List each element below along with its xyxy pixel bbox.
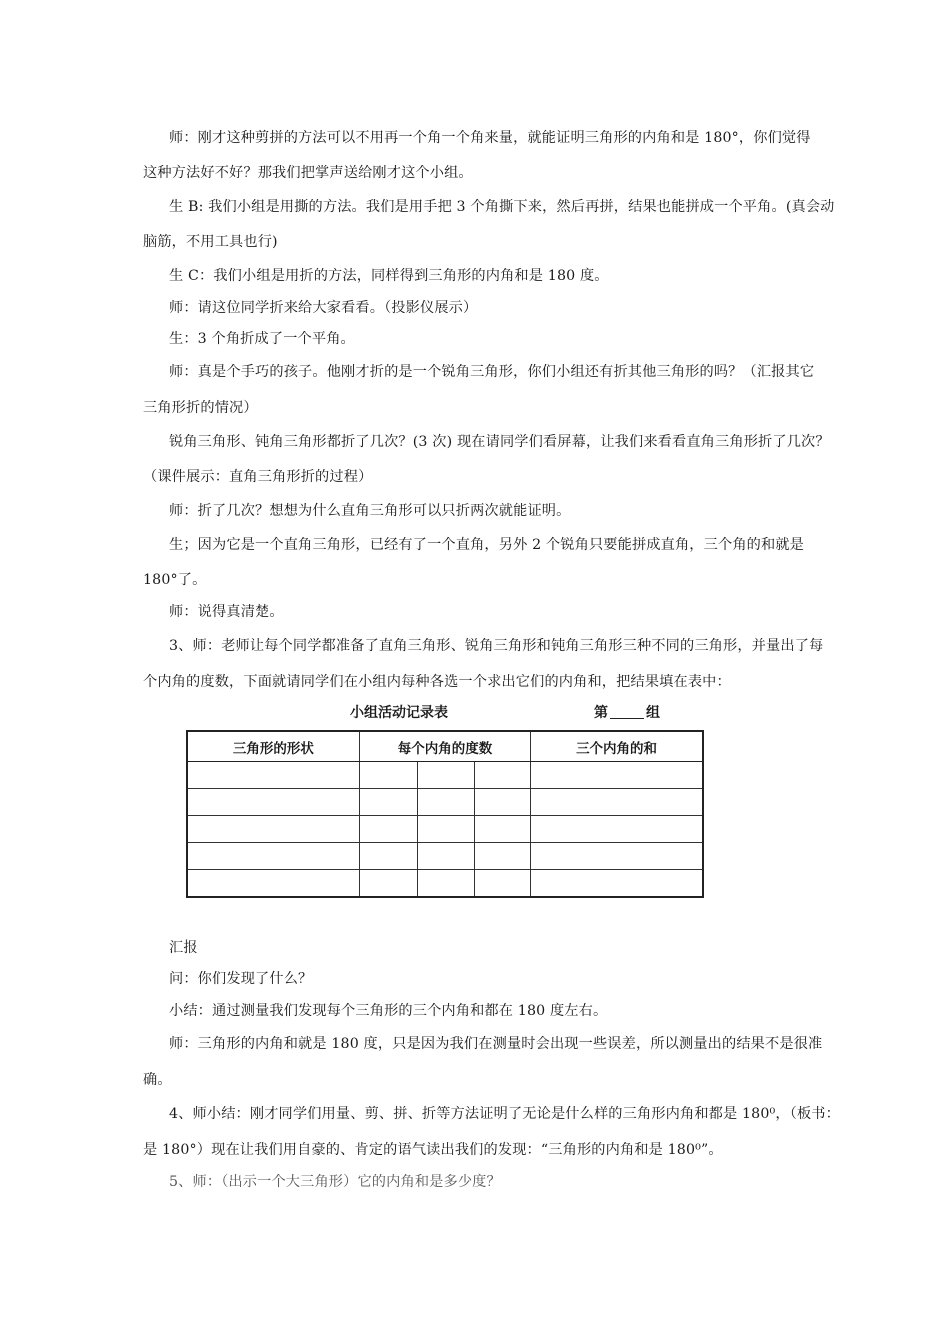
table-header-row (187, 731, 703, 762)
table-cell (187, 816, 359, 843)
paragraph-line: 生 C：我们小组是用折的方法，同样得到三角形的内角和是 180 度。 (169, 268, 609, 284)
paragraph-line: 师：折了几次？想想为什么直角三角形可以只折两次就能证明。 (169, 503, 571, 519)
table-row (187, 762, 703, 789)
table-cell (531, 789, 703, 816)
paragraph-line: 180°了。 (143, 572, 207, 588)
paragraph-line: 生；因为它是一个直角三角形，已经有了一个直角，另外 2 个锐角只要能拼成直角，三个角的和就是 (169, 537, 805, 553)
table-cell (359, 843, 417, 870)
table-cell (531, 762, 703, 789)
header-angle-degrees: 每个内角的度数 (359, 731, 530, 762)
paragraph-line: 师：刚才这种剪拼的方法可以不用再一个角一个角来量，就能证明三角形的内角和是 180°，你们觉得 (169, 130, 811, 146)
group-blank (610, 704, 644, 719)
paragraph-line: 师：说得真清楚。 (169, 604, 284, 620)
table-cell (359, 816, 417, 843)
table-row (187, 870, 703, 898)
table-cell (417, 816, 475, 843)
paragraph-line: 个内角的度数，下面就请同学们在小组内每种各选一个求出它们的内角和，把结果填在表中： (143, 674, 731, 690)
table-cell (187, 843, 359, 870)
paragraph-line: 5、师：（出示一个大三角形）它的内角和是多少度？ (169, 1174, 501, 1190)
group-suffix: 组 (646, 705, 660, 721)
table-cell (475, 843, 531, 870)
paragraph-line: 脑筋，不用工具也行) (143, 234, 278, 250)
table-cell (475, 789, 531, 816)
table-row (187, 789, 703, 816)
paragraph-line: 确。 (143, 1072, 172, 1088)
paragraph-line: 4、师小结：刚才同学们用量、剪、拼、折等方法证明了无论是什么样的三角形内角和都是 180⁰，（板书： (169, 1106, 840, 1122)
table-cell (531, 843, 703, 870)
paragraph-line: 生 B: 我们小组是用撕的方法。我们是用手把 3 个角撕下来，然后再拼，结果也能拼成一个平角。(真会动 (169, 199, 835, 215)
paragraph-line: 锐角三角形、钝角三角形都折了几次？(3 次) 现在请同学们看屏幕，让我们来看看直角三角形折了几次？ (169, 434, 830, 450)
table-cell (359, 870, 417, 898)
table-cell (475, 762, 531, 789)
group-record-table-figure (186, 700, 706, 912)
table-cell (417, 789, 475, 816)
table-cell (359, 762, 417, 789)
table-cell (417, 870, 475, 898)
table-cell (475, 816, 531, 843)
paragraph-line: 生：3 个角折成了一个平角。 (169, 331, 355, 347)
paragraph-line: 这种方法好不好？那我们把掌声送给刚才这个小组。 (143, 165, 473, 181)
record-table (186, 730, 704, 898)
paragraph-line: 是 180°）现在让我们用自豪的、肯定的语气读出我们的发现：“三角形的内角和是 180⁰”。 (143, 1142, 723, 1158)
paragraph-line: 三角形折的情况） (143, 400, 258, 416)
table-row (187, 816, 703, 843)
paragraph-line: （课件展示：直角三角形折的过程） (143, 469, 373, 485)
header-angle-sum: 三个内角的和 (531, 731, 703, 762)
table-cell (359, 789, 417, 816)
paragraph-line: 师：三角形的内角和就是 180 度，只是因为我们在测量时会出现一些误差，所以测量出的结果不是很准 (169, 1036, 823, 1052)
header-shape: 三角形的形状 (187, 731, 359, 762)
table-cell (531, 870, 703, 898)
table-cell (531, 816, 703, 843)
group-number-label (594, 702, 660, 722)
paragraph-line: 汇报 (169, 940, 198, 956)
table-title: 小组活动记录表 (350, 705, 448, 721)
paragraph-line: 小结：通过测量我们发现每个三角形的三个内角和都在 180 度左右。 (169, 1003, 608, 1019)
paragraph-line: 师：请这位同学折来给大家看看。（投影仪展示） (169, 300, 478, 316)
paragraph-line: 师：真是个手巧的孩子。他刚才折的是一个锐角三角形，你们小组还有折其他三角形的吗？（汇报其它 (169, 364, 815, 380)
paragraph-line: 3、师：老师让每个同学都准备了直角三角形、锐角三角形和钝角三角形三种不同的三角形，并量出了每 (169, 638, 824, 654)
table-cell (187, 762, 359, 789)
paragraph-line: 问：你们发现了什么？ (169, 971, 313, 987)
table-cell (417, 843, 475, 870)
table-cell (187, 870, 359, 898)
table-cell (475, 870, 531, 898)
table-cell (187, 789, 359, 816)
table-cell (417, 762, 475, 789)
table-row (187, 843, 703, 870)
group-prefix: 第 (594, 705, 608, 721)
